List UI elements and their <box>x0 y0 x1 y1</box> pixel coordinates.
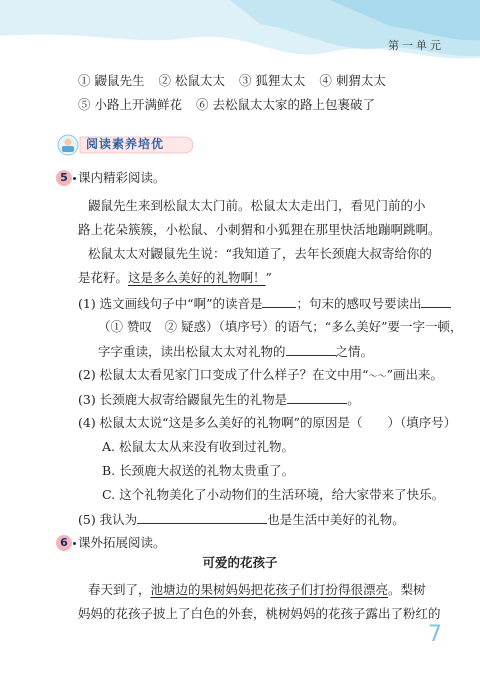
question-text: 字字重读，读出松鼠太太对礼物的 <box>98 344 286 359</box>
answer-blank[interactable] <box>421 295 451 308</box>
option-5: ⑤ 小路上开满鲜花 <box>78 97 182 112</box>
sub-question-1-line-2: （① 赞叹 ② 疑惑）（填序号）的语气；“多么美好”要一字一顿， <box>98 319 463 334</box>
wavy-line-symbol: ～～ <box>368 372 387 382</box>
story-line <box>88 582 426 598</box>
question-text: 。 <box>347 392 360 407</box>
question-text: ”画出来。 <box>386 367 443 382</box>
answer-blank[interactable] <box>286 343 336 356</box>
page-number: 7 <box>428 622 442 647</box>
option-6: ⑥ 去松鼠太太家的路上包裹破了 <box>195 97 375 112</box>
question-text: (5) 我认为 <box>78 512 138 527</box>
choice-a[interactable]: A. 松鼠太太从来没有收到过礼物。 <box>102 439 294 454</box>
passage-line: 路上花朵簇簇，小松鼠、小刺猬和小狐狸在那里快活地蹦啊跳啊。 <box>78 222 441 237</box>
question-text: 之情。 <box>335 344 374 359</box>
q5-title: 课内精彩阅读。 <box>78 170 166 185</box>
answer-blank[interactable] <box>262 295 296 308</box>
underlined-sentence: 这是多么美好的礼物啊！ <box>128 270 266 285</box>
question-number-6: 6 <box>56 535 72 551</box>
sub-question-1 <box>78 295 451 312</box>
options-row-2 <box>78 97 385 113</box>
question-text: 也是生活中美好的礼物。 <box>267 512 405 527</box>
option-4: ④ 刺猬太太 <box>319 73 386 88</box>
section-title: 阅读素养培优 <box>86 137 165 151</box>
sub-question-1-line-3 <box>98 343 373 360</box>
question-text: ；句末的感叹号要读出 <box>296 296 422 311</box>
question-text: (2) 松鼠太太看见家门口变成了什么样子？在文中用“ <box>78 367 369 382</box>
passage-text: 是花籽。 <box>78 270 129 285</box>
question-number-5: 5 <box>56 170 72 186</box>
story-line: 妈妈的花孩子披上了白色的外套，桃树妈妈的花孩子露出了粉红的 <box>78 606 441 621</box>
question-text: (1) 选文画线句子中“啊”的读音是 <box>78 296 263 311</box>
answer-blank[interactable] <box>137 511 267 524</box>
choice-b[interactable]: B. 长颈鹿大叔送的礼物太贵重了。 <box>102 463 295 478</box>
sub-question-2 <box>78 367 443 385</box>
passage-line <box>78 270 272 286</box>
answer-blank[interactable] <box>287 391 347 404</box>
options-row-1 <box>78 73 396 89</box>
underlined-sentence: 池塘边的果树妈妈把花孩子们打扮得很漂亮 <box>150 582 389 597</box>
passage-line: 松鼠太太对鼹鼠先生说：“我知道了，去年长颈鹿大叔寄给你的 <box>88 246 432 261</box>
q6-title: 课外拓展阅读。 <box>78 535 166 550</box>
passage-line: 鼹鼠先生来到松鼠太太门前。松鼠太太走出门，看见门前的小 <box>88 198 426 213</box>
story-text: 。梨树 <box>388 582 426 597</box>
sub-question-4: (4) 松鼠太太说“这是多么美好的礼物啊”的原因是（ ）（填序号） <box>78 415 457 430</box>
story-text: 春天到了， <box>88 582 151 597</box>
unit-title: 第一单元 <box>388 39 444 52</box>
option-3: ③ 狐狸太太 <box>238 73 306 88</box>
choice-c[interactable]: C. 这个礼物美化了小动物们的生活环境，给大家带来了快乐。 <box>102 487 445 502</box>
option-2: ② 松鼠太太 <box>158 73 225 88</box>
story-title: 可爱的花孩子 <box>202 555 278 570</box>
question-text: (3) 长颈鹿大叔寄给鼹鼠先生的礼物是 <box>78 392 288 407</box>
option-1: ① 鼹鼠先生 <box>78 73 145 88</box>
sub-question-3 <box>78 391 360 408</box>
passage-text: ” <box>265 270 272 285</box>
sub-question-5 <box>78 511 405 528</box>
